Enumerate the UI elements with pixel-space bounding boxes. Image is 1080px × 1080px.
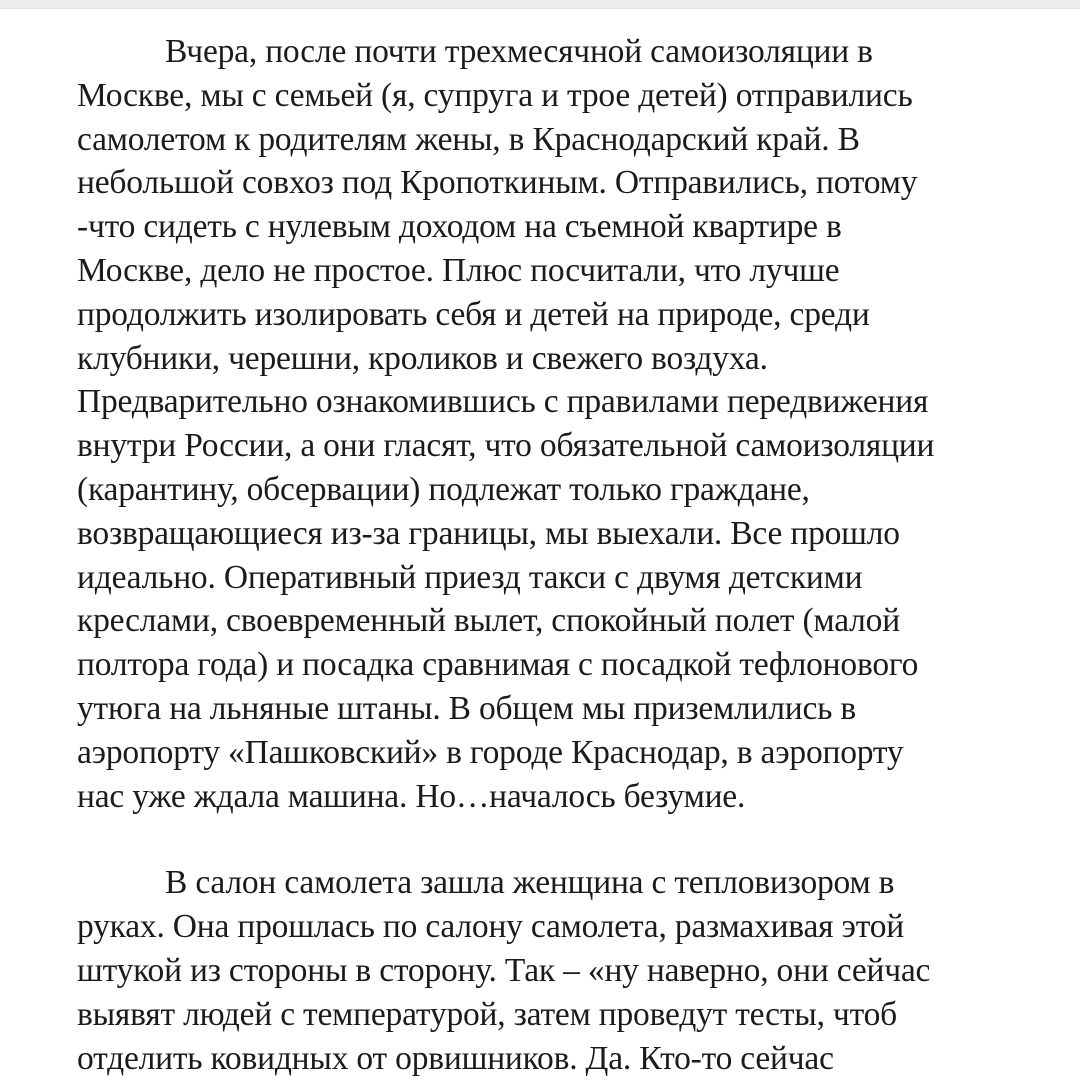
text-line: клубники, черешни, кроликов и свежего воздуха. bbox=[77, 339, 768, 377]
text-line: аэропорту «Пашковский» в городе Краснодар, в аэропорту bbox=[77, 733, 904, 771]
text-line: выявят людей с температурой, затем проведут тесты, чтоб bbox=[77, 995, 897, 1033]
text-line: В салон самолета зашла женщина с тепловизором в bbox=[165, 864, 895, 902]
text-line: идеально. Оперативный приезд такси с двумя детскими bbox=[77, 558, 863, 596]
text-line: нас уже ждала машина. Но…началось безумие. bbox=[77, 777, 746, 815]
text-line: отделить ковидных от орвишников. Да. Кто-то сейчас bbox=[77, 1039, 834, 1077]
text-line: Москве, мы с семьей (я, супруга и трое детей) отправились bbox=[77, 76, 913, 114]
text-line: внутри России, а они гласят, что обязательной самоизоляции bbox=[77, 427, 935, 465]
top-divider bbox=[0, 0, 1080, 9]
text-line: Предварительно ознакомившись с правилами передвижения bbox=[77, 383, 929, 421]
text-line: самолетом к родителям жены, в Краснодарский край. В bbox=[77, 120, 860, 158]
paragraph-spacer bbox=[77, 818, 1057, 861]
paragraph-2 bbox=[77, 861, 1057, 1080]
text-line: (карантину, обсервации) подлежат только граждане, bbox=[77, 470, 810, 508]
text-line: -что сидеть с нулевым доходом на съемной квартире в bbox=[77, 208, 842, 246]
document-body bbox=[77, 30, 1057, 1080]
text-line: штукой из стороны в сторону. Так – «ну наверно, они сейчас bbox=[77, 951, 931, 989]
text-line: Вчера, после почти трехмесячной самоизоляции в bbox=[165, 33, 873, 70]
text-line: продолжить изолировать себя и детей на природе, среди bbox=[77, 295, 870, 333]
text-line: утюга на льняные штаны. В общем мы приземлились в bbox=[77, 689, 857, 727]
text-line: полтора года) и посадка сравнимая с посадкой тефлонового bbox=[77, 646, 919, 684]
text-line: руках. Она прошлась по салону самолета, размахивая этой bbox=[77, 908, 904, 946]
paragraph-1 bbox=[77, 30, 1057, 818]
text-line: возвращающиеся из-за границы, мы выехали. Все прошло bbox=[77, 514, 900, 552]
text-line: Москве, дело не простое. Плюс посчитали, что лучше bbox=[77, 251, 840, 289]
text-line: небольшой совхоз под Кропоткиным. Отправились, потому bbox=[77, 164, 918, 202]
text-line: креслами, своевременный вылет, спокойный полет (малой bbox=[77, 602, 900, 640]
